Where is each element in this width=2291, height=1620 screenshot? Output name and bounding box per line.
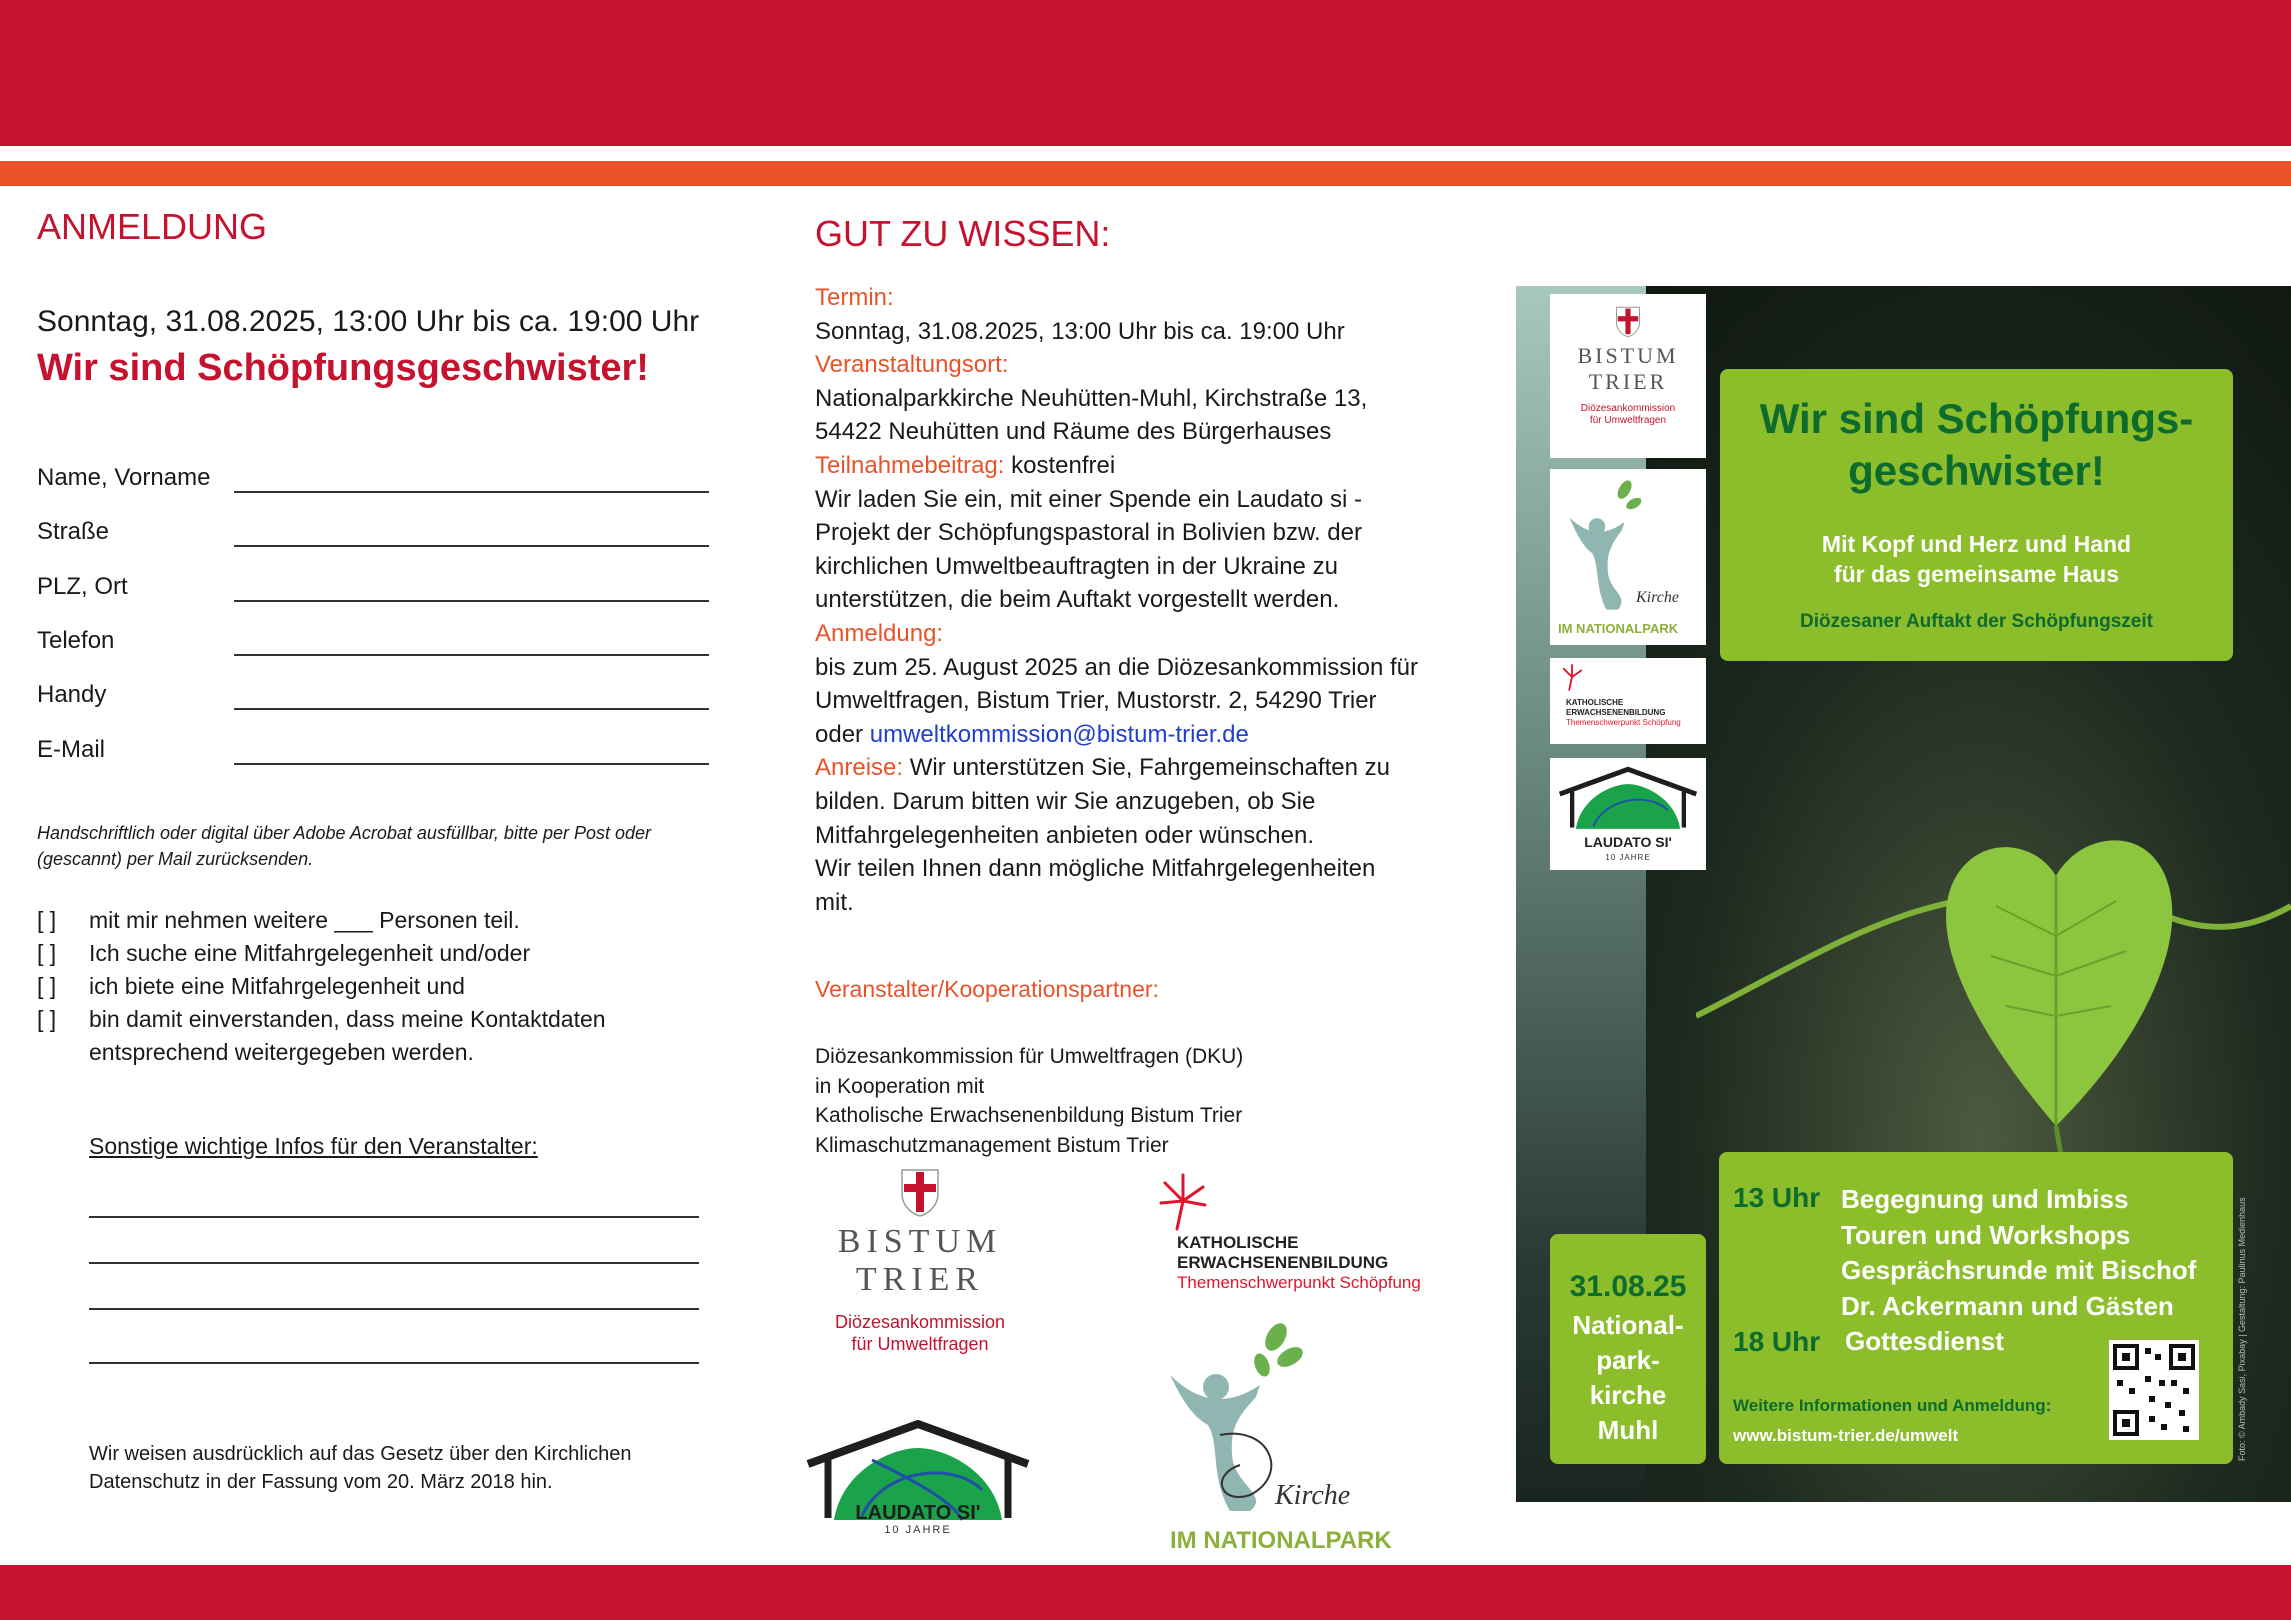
bistum-text: BISTUM xyxy=(837,1223,1003,1260)
poster-time: 13 Uhr xyxy=(1733,1182,1821,1213)
poster-tagline: Diözesaner Auftakt der Schöpfungszeit xyxy=(1800,611,2153,632)
laudato-years-text: 10 JAHRE xyxy=(884,1524,952,1536)
form-field-phone[interactable] xyxy=(234,654,709,656)
keb-text: Themenschwerpunkt Schöpfung xyxy=(1177,1273,1421,1292)
qr-code-icon xyxy=(2109,1340,2199,1440)
poster-venue-line: Muhl xyxy=(1597,1415,1659,1445)
spende-line: Projekt der Schöpfungspastoral in Bolivien bzw. der xyxy=(815,519,1362,547)
form-field-mobile[interactable] xyxy=(234,708,709,710)
ort-text-line: Nationalparkkirche Neuhütten-Muhl, Kirchstraße 13, xyxy=(815,384,1368,412)
poster-photo-credit: Foto: © Ambady Sasi, Pixabay | Gestaltung: Paulinus Medienhaus xyxy=(2237,1197,2247,1461)
poster-url[interactable]: www.bistum-trier.de/umwelt xyxy=(1733,1426,1959,1445)
poster-nationalpark-text: IM NATIONALPARK xyxy=(1558,621,1679,636)
flower-icon xyxy=(1157,1171,1209,1231)
checkbox-row[interactable] xyxy=(37,904,737,937)
form-field-email[interactable] xyxy=(234,763,709,765)
event-poster xyxy=(1516,286,2291,1502)
partner-line: Katholische Erwachsenenbildung Bistum Trier xyxy=(815,1104,1243,1127)
anmeldung-line: bis zum 25. August 2025 an die Diözesankommission für xyxy=(815,653,1418,681)
dku-text: Diözesankommission xyxy=(834,1312,1006,1332)
checkbox-continuation: entsprechend weitergegeben werden. xyxy=(89,1039,474,1065)
checkbox-marker[interactable]: [ ] xyxy=(37,973,57,999)
anreise-line: bilden. Darum bitten wir Sie anzugeben, ob Sie xyxy=(815,787,1316,815)
checkbox-marker[interactable]: [ ] xyxy=(37,907,57,933)
form-note: Handschriftlich oder digital über Adobe Acrobat ausfüllbar, bitte per Post oder (gescannt) per Mail zurücksenden. xyxy=(37,823,652,869)
poster-kirche-script: Kirche xyxy=(1636,589,1679,606)
top-red-band xyxy=(0,0,2291,146)
anmeldung-label: Anmeldung: xyxy=(815,619,944,647)
poster-venue-line: park- xyxy=(1596,1345,1660,1375)
laudato-text: LAUDATO SI' xyxy=(855,1502,981,1524)
termin-label: Termin: xyxy=(815,284,894,311)
form-label-name: Name, Vorname xyxy=(37,464,211,491)
shield-icon xyxy=(900,1168,940,1218)
poster-title-line: Wir sind Schöpfungs- xyxy=(1759,395,2194,442)
anreise-label: Anreise: xyxy=(815,754,904,782)
poster-keb-text: Themenschwerpunkt Schöpfung xyxy=(1566,718,1681,727)
poster-more-info: Weitere Informationen und Anmeldung: xyxy=(1733,1396,2052,1415)
flower-icon xyxy=(1560,662,1584,692)
beitrag-label: Teilnahmebeitrag: xyxy=(815,451,1005,479)
poster-time: 18 Uhr xyxy=(1733,1326,1821,1357)
form-label-mobile: Handy xyxy=(37,681,107,708)
other-info-line[interactable] xyxy=(89,1216,699,1218)
anmeldung-heading: ANMELDUNG xyxy=(37,206,268,247)
poster-title-box xyxy=(1720,369,2233,661)
poster-dku-text: für Umweltfragen xyxy=(1589,415,1667,426)
poster-program-item: Dr. Ackermann und Gästen xyxy=(1841,1290,2174,1321)
dku-text: für Umweltfragen xyxy=(851,1334,989,1354)
termin-text: Sonntag, 31.08.2025, 13:00 Uhr bis ca. 19:00 Uhr xyxy=(815,317,1345,345)
poster-subtitle-line: Mit Kopf und Herz und Hand xyxy=(1821,531,2132,557)
partner-line: in Kooperation mit xyxy=(815,1074,985,1098)
gut-zu-wissen-heading: GUT ZU WISSEN: xyxy=(815,213,1111,254)
event-date-line: Sonntag, 31.08.2025, 13:00 Uhr bis ca. 19:00 Uhr xyxy=(37,305,700,338)
kirche-im-nationalpark-logo xyxy=(1150,1315,1410,1560)
bottom-red-band xyxy=(0,1565,2291,1620)
poster-venue-line: kirche xyxy=(1589,1380,1667,1410)
form-label-email: E-Mail xyxy=(37,736,106,763)
partner-line: Diözesankommission für Umweltfragen (DKU) xyxy=(815,1045,1244,1068)
keb-text: KATHOLISCHE xyxy=(1177,1233,1299,1252)
shield-icon xyxy=(1615,306,1641,338)
partner-line: Klimaschutzmanagement Bistum Trier xyxy=(815,1133,1169,1157)
kirche-script-text: Kirche xyxy=(1275,1480,1351,1511)
poster-laudato-years: 10 JAHRE xyxy=(1605,853,1651,862)
spende-line: kirchlichen Umweltbeauftragten in der Ukraine zu xyxy=(815,552,1338,580)
poster-trier-text: TRIER xyxy=(1588,369,1668,394)
spende-line: unterstützen, die beim Auftakt vorgestellt werden. xyxy=(815,586,1340,614)
checkbox-label: bin damit einverstanden, dass meine Kontaktdaten xyxy=(89,1006,606,1032)
checkbox-list xyxy=(37,904,737,1069)
poster-dku-text: Diözesankommission xyxy=(1580,403,1676,414)
partners-list xyxy=(815,1042,1243,1160)
checkbox-marker[interactable]: [ ] xyxy=(37,940,57,966)
poster-keb-logo xyxy=(1550,658,1706,744)
checkbox-label: ich biete eine Mitfahrgelegenheit und xyxy=(89,973,465,999)
form-field-city[interactable] xyxy=(234,600,709,602)
poster-keb-text: ERWACHSENENBILDUNG xyxy=(1566,708,1666,717)
poster-program-item: Gottesdienst xyxy=(1845,1326,2004,1356)
bistum-trier-logo xyxy=(810,1168,1030,1380)
anreise-line: Mitfahrgelegenheiten anbieten oder wünschen. xyxy=(815,821,1315,849)
event-title: Wir sind Schöpfungsgeschwister! xyxy=(37,347,649,389)
trier-text: TRIER xyxy=(855,1261,985,1298)
poster-bistum-text: BISTUM xyxy=(1577,343,1679,368)
anreise-line: Wir unterstützen Sie, Fahrgemeinschaften zu xyxy=(909,754,1390,782)
poster-program-item: Touren und Workshops xyxy=(1841,1219,2131,1250)
poster-subtitle-line: für das gemeinsame Haus xyxy=(1833,561,2120,587)
privacy-note-line: Wir weisen ausdrücklich auf das Gesetz über den Kirchlichen xyxy=(89,1443,632,1465)
form-label-phone: Telefon xyxy=(37,627,115,654)
ort-label: Veranstaltungsort: xyxy=(815,351,1009,379)
checkbox-row[interactable] xyxy=(37,1003,737,1036)
spende-line: Wir laden Sie ein, mit einer Spende ein Laudato si - xyxy=(815,485,1362,513)
privacy-note-line: Datenschutz in der Fassung vom 20. März 2018 hin. xyxy=(89,1471,553,1493)
anmeldung-line: Umweltfragen, Bistum Trier, Mustorstr. 2, 54290 Trier xyxy=(815,687,1377,715)
poster-title-line: geschwister! xyxy=(1848,447,2105,494)
checkbox-label: Ich suche eine Mitfahrgelegenheit und/oder xyxy=(89,940,531,966)
beitrag-text: kostenfrei xyxy=(1011,451,1116,479)
checkbox-label: mit mir nehmen weitere ___ Personen teil. xyxy=(89,907,520,933)
email-link[interactable]: umweltkommission@bistum-trier.de xyxy=(869,720,1249,748)
poster-date-box xyxy=(1550,1234,1706,1464)
checkbox-row[interactable] xyxy=(37,970,737,1003)
poster-keb-text: KATHOLISCHE xyxy=(1566,698,1624,707)
ort-text-line: 54422 Neuhütten und Räume des Bürgerhauses xyxy=(815,418,1332,446)
other-info-label: Sonstige wichtige Infos für den Veranstalter: xyxy=(89,1133,538,1159)
poster-laudato-text: LAUDATO SI' xyxy=(1584,834,1672,850)
anmeldung-oder: oder xyxy=(815,720,864,748)
keb-logo xyxy=(1135,1163,1470,1303)
nationalpark-text: IM NATIONALPARK xyxy=(1170,1527,1392,1554)
keb-text: ERWACHSENENBILDUNG xyxy=(1177,1253,1389,1272)
laudato-si-logo xyxy=(802,1420,1034,1540)
orange-stripe xyxy=(0,161,2291,186)
form-label-city: PLZ, Ort xyxy=(37,573,128,600)
poster-bistum-logo xyxy=(1550,294,1706,458)
form-field-street[interactable] xyxy=(234,545,709,547)
privacy-note xyxy=(89,1440,631,1496)
other-info-line[interactable] xyxy=(89,1262,699,1264)
anreise-line: Wir teilen Ihnen dann mögliche Mitfahrgelegenheiten xyxy=(815,855,1376,883)
poster-laudato-logo xyxy=(1550,758,1706,870)
poster-nationalpark-logo xyxy=(1550,469,1706,645)
poster-date: 31.08.25 xyxy=(1569,1270,1687,1303)
event-info-block xyxy=(815,281,1475,919)
poster-program-item: Begegnung und Imbiss xyxy=(1841,1184,2129,1214)
poster-program-box xyxy=(1719,1152,2233,1464)
other-info-line[interactable] xyxy=(89,1362,699,1364)
anreise-line: mit. xyxy=(815,888,854,916)
poster-program-item: Gesprächsrunde mit Bischof xyxy=(1841,1255,2197,1285)
house-icon xyxy=(1556,764,1700,844)
form-field-name[interactable] xyxy=(234,491,709,493)
checkbox-marker[interactable]: [ ] xyxy=(37,1006,57,1032)
poster-venue-line: National- xyxy=(1572,1310,1684,1340)
partners-label: Veranstalter/Kooperationspartner: xyxy=(815,976,1159,1002)
form-label-street: Straße xyxy=(37,518,110,545)
checkbox-row[interactable] xyxy=(37,937,737,970)
other-info-line[interactable] xyxy=(89,1308,699,1310)
